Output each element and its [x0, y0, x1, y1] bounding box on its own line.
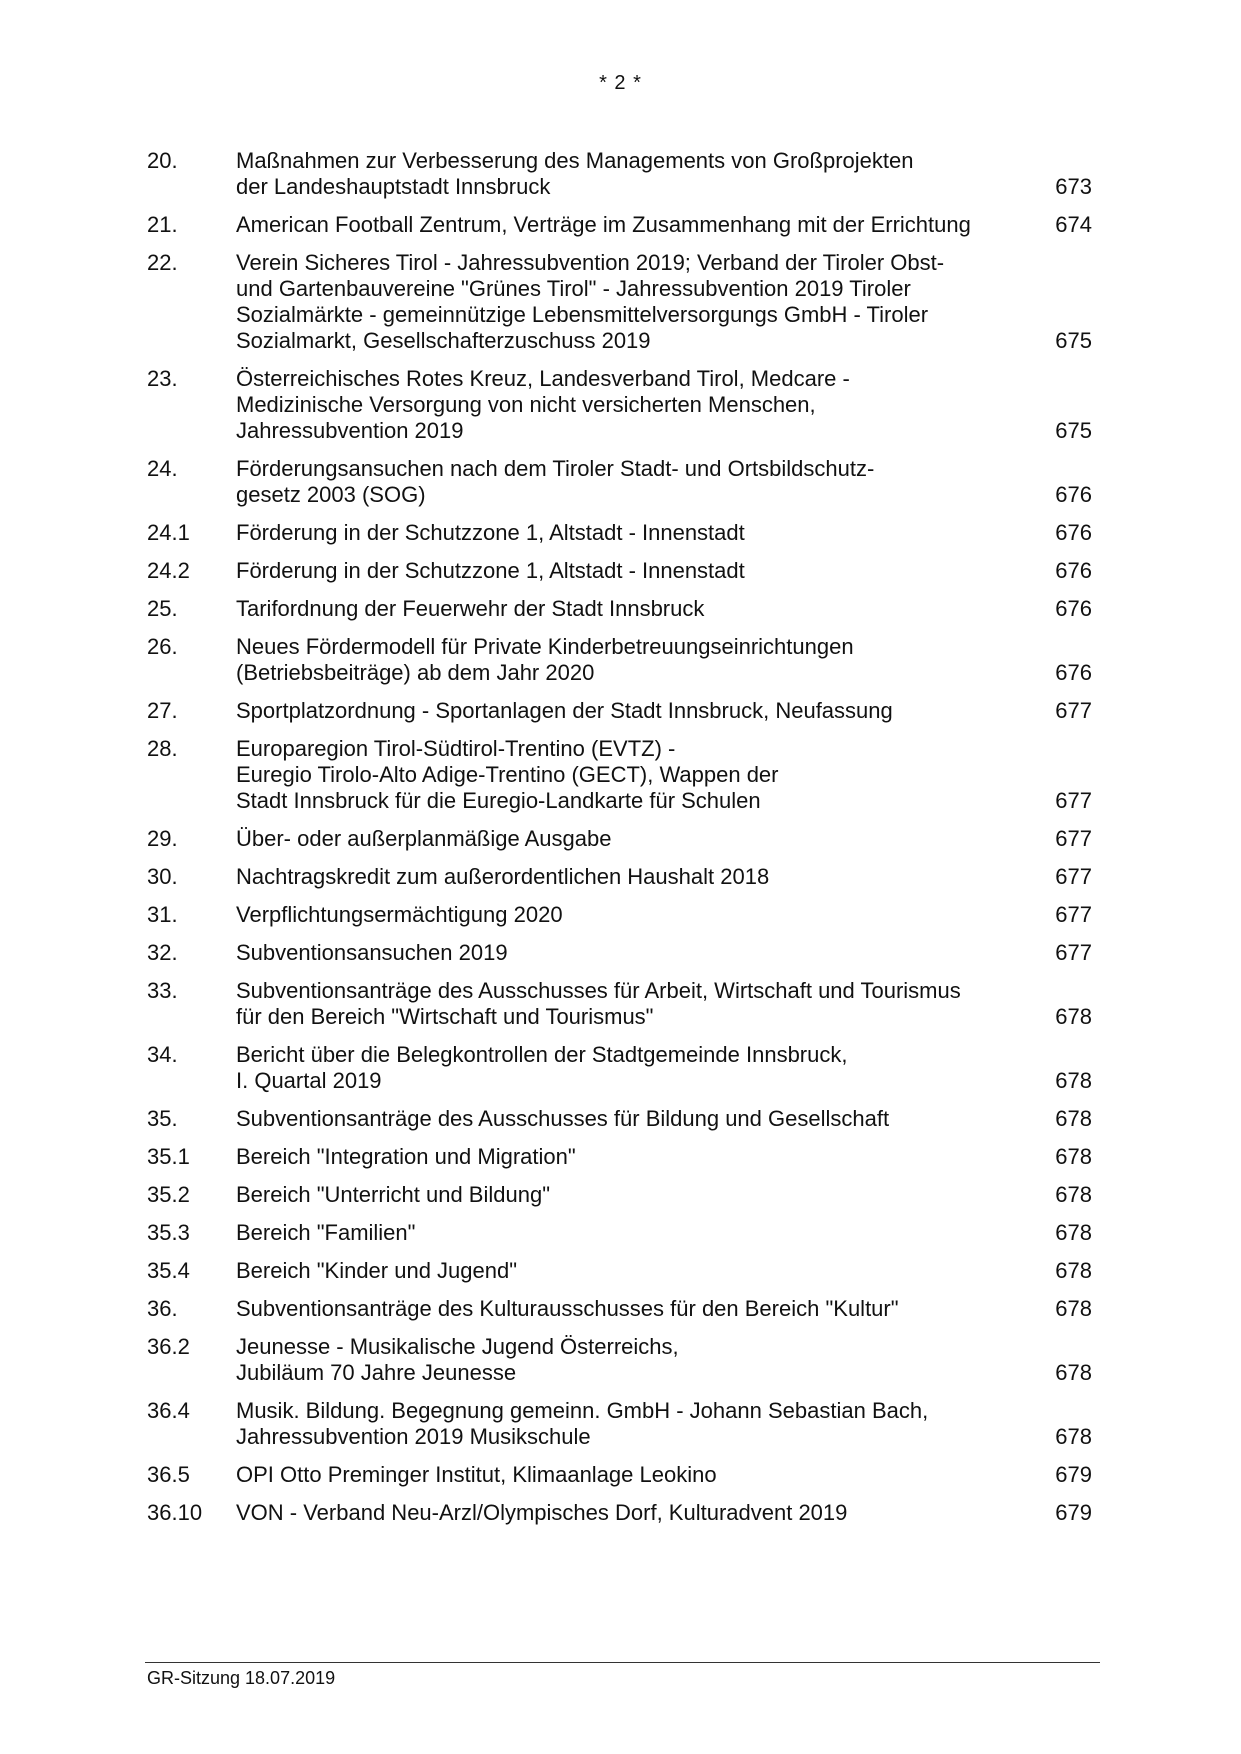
toc-entry: [147, 596, 1098, 622]
toc-entry-title: Förderung in der Schutzzone 1, Altstadt - Innenstadt: [236, 520, 745, 545]
toc-entry: [147, 864, 1098, 890]
toc-entry-title: Sportplatzordnung - Sportanlagen der Stadt Innsbruck, Neufassung: [236, 698, 893, 723]
toc-entry-title: Bereich "Unterricht und Bildung": [236, 1182, 551, 1207]
toc-entry-number: 35.4: [147, 1258, 190, 1283]
toc-entry-number: 20.: [147, 148, 178, 173]
toc-entry-page: 677: [1055, 826, 1092, 851]
toc-entry: [147, 1106, 1098, 1132]
toc-entry-page: 678: [1055, 1182, 1092, 1207]
toc-entry-title: Tarifordnung der Feuerwehr der Stadt Innsbruck: [236, 596, 705, 621]
toc-entry-page: 676: [1055, 520, 1092, 545]
toc-entry: [147, 1042, 1098, 1094]
toc-entry-number: 36.5: [147, 1462, 190, 1487]
toc-entry: [147, 1296, 1098, 1322]
toc-entry: [147, 1334, 1098, 1386]
toc-entry-number: 33.: [147, 978, 178, 1003]
toc-entry-page: 678: [1055, 1004, 1092, 1029]
toc-entry-title: American Football Zentrum, Verträge im Zusammenhang mit der Errichtung: [236, 212, 971, 237]
toc-entry-page: 676: [1055, 482, 1092, 507]
toc-entry-title: Bericht über die Belegkontrollen der Stadtgemeinde Innsbruck, I. Quartal 2019: [236, 1042, 848, 1093]
toc-entry-page: 678: [1055, 1220, 1092, 1245]
toc-entry-title: Neues Fördermodell für Private Kinderbetreuungseinrichtungen (Betriebsbeiträge) ab dem Jahr 2020: [236, 634, 854, 685]
toc-entry-page: 677: [1055, 864, 1092, 889]
toc-entry-title: Verein Sicheres Tirol - Jahressubvention 2019; Verband der Tiroler Obst- und Gartenbauvereine "Grünes Tirol" - Jahressubvention 2019 Tiroler Sozialmärkte - gemeinnützige Lebensmittelversorgungs GmbH - Tiroler Sozialmarkt, Gesellschafterzuschuss 2019: [236, 250, 945, 353]
toc-entry-title: Bereich "Kinder und Jugend": [236, 1258, 518, 1283]
toc-entry: [147, 1500, 1098, 1526]
toc-entry-number: 21.: [147, 212, 178, 237]
toc-entry-page: 678: [1055, 1144, 1092, 1169]
toc-entry: [147, 978, 1098, 1030]
toc-entry-number: 27.: [147, 698, 178, 723]
toc-entry-title: Musik. Bildung. Begegnung gemeinn. GmbH - Johann Sebastian Bach, Jahressubvention 2019 Musikschule: [236, 1398, 929, 1449]
toc-entry-page: 678: [1055, 1106, 1092, 1131]
toc-entry: [147, 698, 1098, 724]
toc-entry-title: Jeunesse - Musikalische Jugend Österreichs, Jubiläum 70 Jahre Jeunesse: [236, 1334, 679, 1385]
toc-entry: [147, 940, 1098, 966]
toc-entry-number: 24.1: [147, 520, 190, 545]
toc-entry-page: 674: [1055, 212, 1092, 237]
toc-entry-title: Förderung in der Schutzzone 1, Altstadt - Innenstadt: [236, 558, 745, 583]
toc-entry: [147, 1182, 1098, 1208]
toc-entry: [147, 1144, 1098, 1170]
toc-entry-number: 32.: [147, 940, 178, 965]
toc-entry-page: 676: [1055, 558, 1092, 583]
toc-entry: [147, 902, 1098, 928]
toc-entry-title: Maßnahmen zur Verbesserung des Managements von Großprojekten der Landeshauptstadt Innsbruck: [236, 148, 914, 199]
toc-entry-title: Subventionsanträge des Ausschusses für Bildung und Gesellschaft: [236, 1106, 890, 1131]
toc-entry-number: 34.: [147, 1042, 178, 1067]
toc-entry-number: 25.: [147, 596, 178, 621]
toc-entry: [147, 456, 1098, 508]
toc-entry-title: Über- oder außerplanmäßige Ausgabe: [236, 826, 612, 851]
toc-entry-title: Europaregion Tirol-Südtirol-Trentino (EVTZ) - Euregio Tirolo-Alto Adige-Trentino (GECT), Wappen der Stadt Innsbruck für die Euregio-Landkarte für Schulen: [236, 736, 779, 813]
toc-entry-number: 29.: [147, 826, 178, 851]
toc-entry: [147, 634, 1098, 686]
toc-entry-title: Subventionsanträge des Ausschusses für Arbeit, Wirtschaft und Tourismus für den Bereich "Wirtschaft und Tourismus": [236, 978, 961, 1029]
toc-entry-title: Österreichisches Rotes Kreuz, Landesverband Tirol, Medcare - Medizinische Versorgung von nicht versicherten Menschen, Jahressubvention 2019: [236, 366, 850, 443]
toc-entry-number: 23.: [147, 366, 178, 391]
toc-entry-number: 36.4: [147, 1398, 190, 1423]
toc-entry: [147, 1398, 1098, 1450]
toc-entry-page: 678: [1055, 1258, 1092, 1283]
toc-entry-number: 36.: [147, 1296, 178, 1321]
toc-entry-number: 35.3: [147, 1220, 190, 1245]
toc-entry-title: Subventionsanträge des Kulturausschusses für den Bereich "Kultur": [236, 1296, 899, 1321]
toc-entry-title: VON - Verband Neu-Arzl/Olympisches Dorf, Kulturadvent 2019: [236, 1500, 848, 1525]
footer-divider: [145, 1662, 1100, 1663]
toc-entry-page: 677: [1055, 902, 1092, 927]
toc-entry-page: 678: [1055, 1360, 1092, 1385]
toc-entry-page: 679: [1055, 1500, 1092, 1525]
toc-entry-title: Verpflichtungsermächtigung 2020: [236, 902, 563, 927]
toc-entry-page: 675: [1055, 328, 1092, 353]
toc-entry-page: 678: [1055, 1296, 1092, 1321]
toc-entry-page: 679: [1055, 1462, 1092, 1487]
toc-entry: [147, 212, 1098, 238]
toc-entry-page: 677: [1055, 940, 1092, 965]
toc-entry: [147, 1462, 1098, 1488]
toc-entry: [147, 1258, 1098, 1284]
toc-entry: [147, 520, 1098, 546]
toc-entry-title: Nachtragskredit zum außerordentlichen Haushalt 2018: [236, 864, 770, 889]
toc-entry-number: 24.: [147, 456, 178, 481]
toc-entry-number: 35.: [147, 1106, 178, 1131]
toc-entry: [147, 250, 1098, 354]
footer-text: GR-Sitzung 18.07.2019: [147, 1668, 336, 1688]
toc-entry-number: 35.2: [147, 1182, 190, 1207]
toc-entry-number: 31.: [147, 902, 178, 927]
toc-entry: [147, 366, 1098, 444]
toc-entry-page: 676: [1055, 660, 1092, 685]
table-of-contents: [147, 148, 1098, 1538]
toc-entry-page: 678: [1055, 1424, 1092, 1449]
toc-entry-number: 36.10: [147, 1500, 203, 1525]
toc-entry-number: 26.: [147, 634, 178, 659]
toc-entry-page: 677: [1055, 698, 1092, 723]
toc-entry-number: 30.: [147, 864, 178, 889]
toc-entry-title: Förderungsansuchen nach dem Tiroler Stadt- und Ortsbildschutz- gesetz 2003 (SOG): [236, 456, 875, 507]
toc-entry-page: 677: [1055, 788, 1092, 813]
toc-entry: [147, 736, 1098, 814]
toc-entry-page: 678: [1055, 1068, 1092, 1093]
toc-entry-title: Subventionsansuchen 2019: [236, 940, 508, 965]
toc-entry-title: Bereich "Familien": [236, 1220, 416, 1245]
toc-entry-number: 22.: [147, 250, 178, 275]
toc-entry-title: OPI Otto Preminger Institut, Klimaanlage Leokino: [236, 1462, 717, 1487]
toc-entry-page: 676: [1055, 596, 1092, 621]
toc-entry-number: 36.2: [147, 1334, 190, 1359]
toc-entry-title: Bereich "Integration und Migration": [236, 1144, 576, 1169]
toc-entry-number: 24.2: [147, 558, 190, 583]
page-number: * 2 *: [599, 72, 642, 94]
toc-entry-number: 28.: [147, 736, 178, 761]
toc-entry: [147, 1220, 1098, 1246]
toc-entry: [147, 558, 1098, 584]
toc-entry: [147, 148, 1098, 200]
toc-entry-page: 675: [1055, 418, 1092, 443]
toc-entry-number: 35.1: [147, 1144, 190, 1169]
toc-entry-page: 673: [1055, 174, 1092, 199]
toc-entry: [147, 826, 1098, 852]
